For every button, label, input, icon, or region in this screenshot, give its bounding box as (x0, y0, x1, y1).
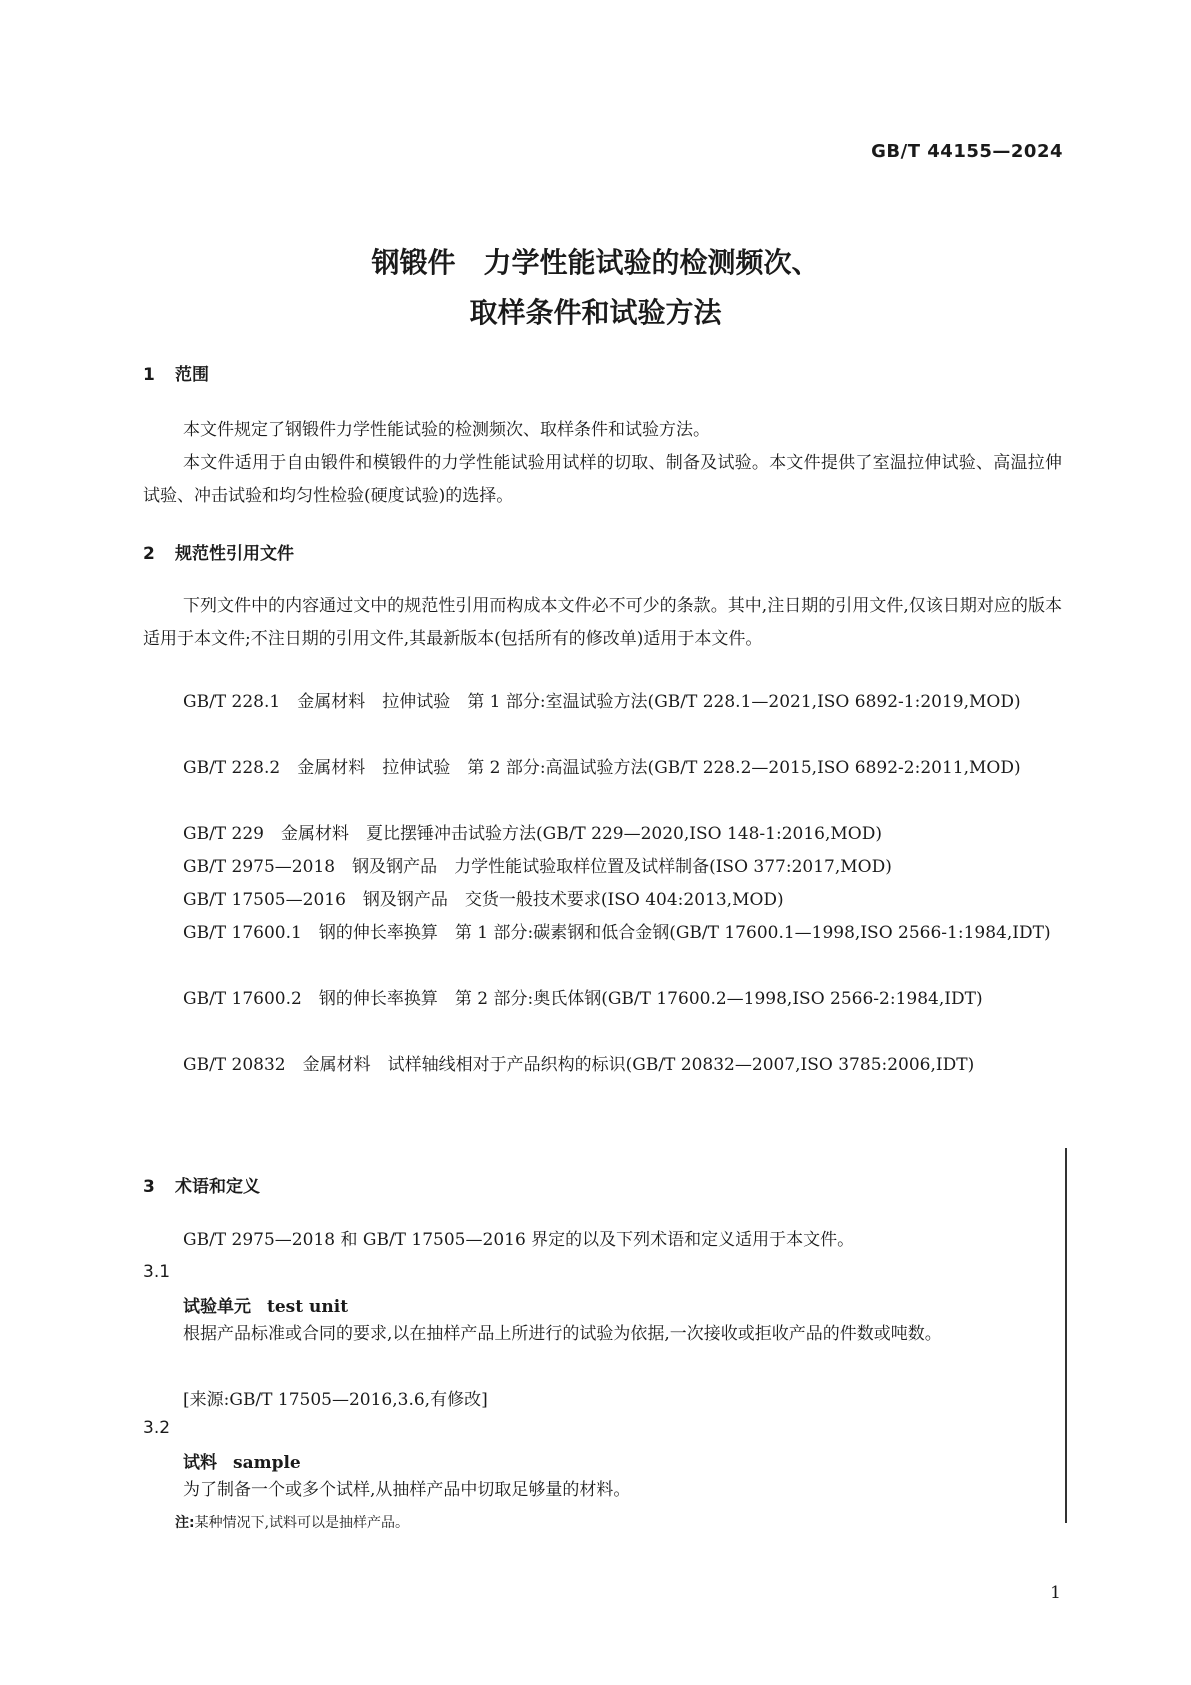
term-zh: 试料 (183, 1453, 217, 1473)
section-title: 规范性引用文件 (175, 544, 294, 564)
term-note (175, 1512, 409, 1532)
term-source: [来源:GB/T 17505—2016,3.6,有修改] (183, 1390, 488, 1410)
reference-item: GB/T 228.2 金属材料 拉伸试验 第 2 部分:高温试验方法(GB/T 228.2—2015,ISO 6892-2:2011,MOD) (183, 758, 1021, 778)
reference-item: GB/T 17600.1 钢的伸长率换算 第 1 部分:碳素钢和低合金钢(GB/T 17600.1—1998,ISO 2566-1:1984,IDT) (183, 923, 1051, 943)
page-number: 1 (1050, 1583, 1061, 1603)
reference-item: GB/T 228.1 金属材料 拉伸试验 第 1 部分:室温试验方法(GB/T 228.1—2021,ISO 6892-1:2019,MOD) (183, 692, 1021, 712)
term-heading (183, 1292, 348, 1317)
term-number: 3.1 (143, 1262, 171, 1282)
paragraph: GB/T 2975—2018 和 GB/T 17505—2016 界定的以及下列术语和定义适用于本文件。 (183, 1230, 855, 1250)
reference-item: GB/T 2975—2018 钢及钢产品 力学性能试验取样位置及试样制备(ISO 377:2017,MOD) (183, 857, 892, 877)
reference-item: GB/T 20832 金属材料 试样轴线相对于产品织构的标识(GB/T 20832—2007,ISO 3785:2006,IDT) (183, 1055, 975, 1075)
paragraph: 下列文件中的内容通过文中的规范性引用而构成本文件必不可少的条款。其中,注日期的引用文件,仅该日期对应的版本适用于本文件;不注日期的引用文件,其最新版本(包括所有的修改单)适用于本文件。 (143, 596, 1062, 649)
term-definition: 根据产品标准或合同的要求,以在抽样产品上所进行的试验为依据,一次接收或拒收产品的件数或吨数。 (183, 1324, 942, 1344)
document-title (0, 238, 1191, 338)
reference-item: GB/T 17505—2016 钢及钢产品 交货一般技术要求(ISO 404:2013,MOD) (183, 890, 784, 910)
paragraph: 本文件适用于自由锻件和模锻件的力学性能试验用试样的切取、制备及试验。本文件提供了室温拉伸试验、高温拉伸试验、冲击试验和均匀性检验(硬度试验)的选择。 (143, 453, 1062, 506)
section-number: 3 (143, 1177, 155, 1197)
paragraph: 本文件规定了钢锻件力学性能试验的检测频次、取样条件和试验方法。 (183, 420, 710, 440)
section-title: 术语和定义 (175, 1177, 260, 1197)
term-definition: 为了制备一个或多个试样,从抽样产品中切取足够量的材料。 (183, 1480, 631, 1500)
term-heading (183, 1448, 301, 1473)
term-number: 3.2 (143, 1418, 171, 1438)
revision-bar (1065, 1148, 1067, 1523)
standard-number: GB/T 44155—2024 (871, 141, 1063, 162)
section-3-heading (143, 1172, 260, 1197)
term-en: sample (233, 1453, 301, 1473)
term-en: test unit (267, 1297, 349, 1317)
title-line-2: 取样条件和试验方法 (469, 296, 722, 329)
reference-item: GB/T 17600.2 钢的伸长率换算 第 2 部分:奥氏体钢(GB/T 17600.2—1998,ISO 2566-2:1984,IDT) (183, 989, 983, 1009)
section-1-heading (143, 360, 209, 385)
section-2-heading (143, 539, 294, 564)
section-title: 范围 (175, 365, 209, 385)
note-text: 某种情况下,试料可以是抽样产品。 (194, 1515, 410, 1531)
term-zh: 试验单元 (183, 1297, 251, 1317)
note-label: 注: (175, 1515, 195, 1531)
section-number: 1 (143, 365, 155, 385)
title-line-1: 钢锻件 力学性能试验的检测频次、 (371, 246, 820, 279)
reference-item: GB/T 229 金属材料 夏比摆锤冲击试验方法(GB/T 229—2020,ISO 148-1:2016,MOD) (183, 824, 882, 844)
section-number: 2 (143, 544, 155, 564)
